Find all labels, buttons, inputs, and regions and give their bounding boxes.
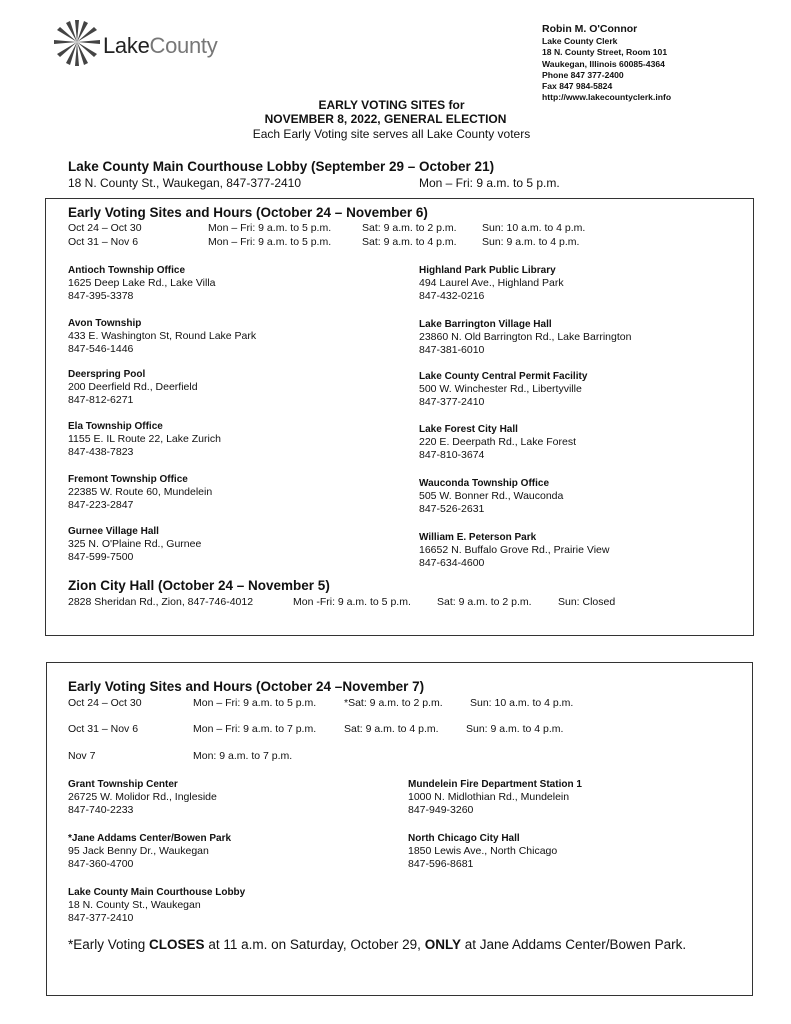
logo-text-county: County (149, 33, 218, 58)
site-address: 16652 N. Buffalo Grove Rd., Prairie View (419, 544, 610, 556)
site-phone: 847-377-2410 (419, 395, 485, 408)
site-address: 26725 W. Molidor Rd., Ingleside (68, 791, 217, 803)
zion-weekday: Mon -Fri: 9 a.m. to 5 p.m. (293, 596, 411, 608)
page-note: Each Early Voting site serves all Lake County voters (252, 127, 531, 141)
site-address: 220 E. Deerpath Rd., Lake Forest (419, 436, 577, 448)
clerk-title: Lake County Clerk (542, 36, 618, 47)
site-name: Grant Township Center (68, 779, 178, 790)
logo-text-lake: Lake (103, 33, 150, 58)
site-north-chicago-city-hall (408, 832, 557, 870)
box1-schedule-dates: Oct 24 – Oct 30 (68, 222, 142, 234)
site-phone: 847-812-6271 (68, 393, 134, 406)
site-phone: 847-223-2847 (68, 498, 134, 511)
site-address: 18 N. County St., Waukegan (68, 899, 201, 911)
site-address: 95 Jack Benny Dr., Waukegan (68, 845, 209, 857)
logo-wordmark (103, 33, 217, 59)
site-wauconda-township (419, 477, 563, 515)
site-name: Wauconda Township Office (419, 478, 549, 489)
footnote-text: at Jane Addams Center/Bowen Park. (460, 937, 687, 952)
box1-schedule-sat: Sat: 9 a.m. to 4 p.m. (362, 236, 457, 248)
site-phone: 847-810-3674 (419, 448, 485, 461)
site-name: North Chicago City Hall (408, 833, 520, 844)
clerk-phone: Phone 847 377-2400 (542, 69, 624, 80)
box2-schedule-sun: Sun: 10 a.m. to 4 p.m. (470, 697, 574, 709)
box2-schedule-sat: Sat: 9 a.m. to 4 p.m. (344, 723, 439, 735)
main-site-address: 18 N. County St., Waukegan, 847-377-2410 (68, 176, 302, 190)
site-peterson-park (419, 531, 609, 569)
site-mundelein-fire-station (408, 778, 582, 816)
site-phone: 847-599-7500 (68, 550, 134, 563)
footnote-only: ONLY (424, 937, 461, 952)
site-phone: 847-377-2410 (68, 911, 134, 924)
starburst-logo-icon (52, 18, 102, 68)
site-lake-forest-city-hall (419, 423, 576, 461)
box1-schedule-weekday: Mon – Fri: 9 a.m. to 5 p.m. (208, 222, 332, 234)
site-main-courthouse-lobby (68, 886, 245, 924)
site-phone: 847-395-3378 (68, 289, 134, 302)
site-phone: 847-438-7823 (68, 445, 134, 458)
site-address: 1000 N. Midlothian Rd., Mundelein (408, 791, 570, 803)
box2-schedule-sun: Sun: 9 a.m. to 4 p.m. (466, 723, 564, 735)
zion-title: Zion City Hall (October 24 – November 5) (68, 578, 330, 593)
clerk-name: Robin M. O'Connor (542, 23, 638, 35)
box2-schedule-dates: Oct 31 – Nov 6 (68, 723, 139, 735)
footnote-closes: CLOSES (149, 937, 205, 952)
box2-schedule-weekday: Mon: 9 a.m. to 7 p.m. (193, 750, 293, 762)
site-antioch-township (68, 264, 216, 302)
site-name: Antioch Township Office (68, 265, 186, 276)
box1-schedule-sun: Sun: 9 a.m. to 4 p.m. (482, 236, 580, 248)
box2-schedule-sat: *Sat: 9 a.m. to 2 p.m. (344, 697, 443, 709)
site-highland-park-library (419, 264, 564, 302)
site-phone: 847-546-1446 (68, 342, 134, 355)
box2-schedule-dates: Oct 24 – Oct 30 (68, 697, 142, 709)
footnote (68, 937, 686, 952)
site-name: Gurnee Village Hall (68, 526, 159, 537)
site-name: Highland Park Public Library (419, 265, 556, 276)
site-phone: 847-360-4700 (68, 857, 134, 870)
site-address: 494 Laurel Ave., Highland Park (419, 277, 564, 289)
page-title: EARLY VOTING SITES for (318, 98, 465, 112)
site-phone: 847-634-4600 (419, 556, 485, 569)
site-phone: 847-740-2233 (68, 803, 134, 816)
box1-schedule-dates: Oct 31 – Nov 6 (68, 236, 139, 248)
box1-schedule-weekday: Mon – Fri: 9 a.m. to 5 p.m. (208, 236, 332, 248)
site-address: 22385 W. Route 60, Mundelein (68, 486, 213, 498)
clerk-fax: Fax 847 984-5824 (542, 81, 613, 92)
site-phone: 847-526-2631 (419, 502, 485, 515)
box2-schedule-dates: Nov 7 (68, 750, 96, 762)
site-phone: 847-432-0216 (419, 289, 485, 302)
site-central-permit-facility (419, 370, 587, 408)
site-address: 200 Deerfield Rd., Deerfield (68, 381, 198, 393)
site-jane-addams-center (68, 832, 231, 870)
site-phone: 847-596-8681 (408, 857, 474, 870)
site-ela-township (68, 420, 221, 458)
box1-schedule-sun: Sun: 10 a.m. to 4 p.m. (482, 222, 586, 234)
site-name: Lake Barrington Village Hall (419, 319, 552, 330)
footnote-text: at 11 a.m. on Saturday, October 29, (204, 937, 425, 952)
clerk-contact-block (542, 24, 671, 103)
footnote-text: *Early Voting (68, 937, 150, 952)
box2-title: Early Voting Sites and Hours (October 24 –November 7) (68, 679, 425, 694)
site-address: 505 W. Bonner Rd., Wauconda (419, 490, 564, 502)
site-address: 23860 N. Old Barrington Rd., Lake Barrington (419, 331, 632, 343)
site-fremont-township (68, 473, 212, 511)
zion-sun: Sun: Closed (558, 596, 616, 608)
site-name: Avon Township (68, 318, 142, 329)
box2-schedule-weekday: Mon – Fri: 9 a.m. to 5 p.m. (193, 697, 317, 709)
page-subtitle: NOVEMBER 8, 2022, GENERAL ELECTION (264, 112, 507, 126)
site-name: Ela Township Office (68, 421, 163, 432)
site-name: Lake Forest City Hall (419, 424, 518, 435)
site-avon-township (68, 317, 256, 355)
box1-schedule-sat: Sat: 9 a.m. to 2 p.m. (362, 222, 457, 234)
zion-sat: Sat: 9 a.m. to 2 p.m. (437, 596, 532, 608)
site-name: Deerspring Pool (68, 369, 146, 380)
site-address: 500 W. Winchester Rd., Libertyville (419, 383, 582, 395)
site-address: 1850 Lewis Ave., North Chicago (408, 845, 558, 857)
clerk-street: 18 N. County Street, Room 101 (542, 47, 668, 58)
site-lake-barrington-village-hall (419, 318, 631, 356)
site-gurnee-village-hall (68, 525, 201, 563)
main-site-title: Lake County Main Courthouse Lobby (September 29 – October 21) (68, 159, 495, 174)
site-name: *Jane Addams Center/Bowen Park (68, 833, 232, 844)
site-deerspring-pool (68, 368, 198, 406)
site-name: Fremont Township Office (68, 474, 188, 485)
site-name: William E. Peterson Park (419, 532, 537, 543)
site-phone: 847-381-6010 (419, 343, 485, 356)
site-name: Lake County Central Permit Facility (419, 371, 588, 382)
site-name: Mundelein Fire Department Station 1 (408, 779, 582, 790)
site-address: 1155 E. IL Route 22, Lake Zurich (68, 433, 221, 445)
site-address: 325 N. O'Plaine Rd., Gurnee (68, 538, 202, 550)
zion-address: 2828 Sheridan Rd., Zion, 847-746-4012 (68, 596, 254, 608)
box1-title: Early Voting Sites and Hours (October 24 – November 6) (68, 205, 428, 220)
clerk-city: Waukegan, Illinois 60085-4364 (542, 58, 665, 69)
site-phone: 847-949-3260 (408, 803, 474, 816)
site-grant-township-center (68, 778, 217, 816)
box2-schedule-weekday: Mon – Fri: 9 a.m. to 7 p.m. (193, 723, 317, 735)
site-address: 433 E. Washington St, Round Lake Park (68, 330, 257, 342)
site-address: 1625 Deep Lake Rd., Lake Villa (68, 277, 216, 289)
lake-county-logo (52, 18, 252, 74)
main-site-hours: Mon – Fri: 9 a.m. to 5 p.m. (419, 176, 560, 190)
site-name: Lake County Main Courthouse Lobby (68, 887, 246, 898)
clerk-website: http://www.lakecountyclerk.info (542, 92, 672, 103)
